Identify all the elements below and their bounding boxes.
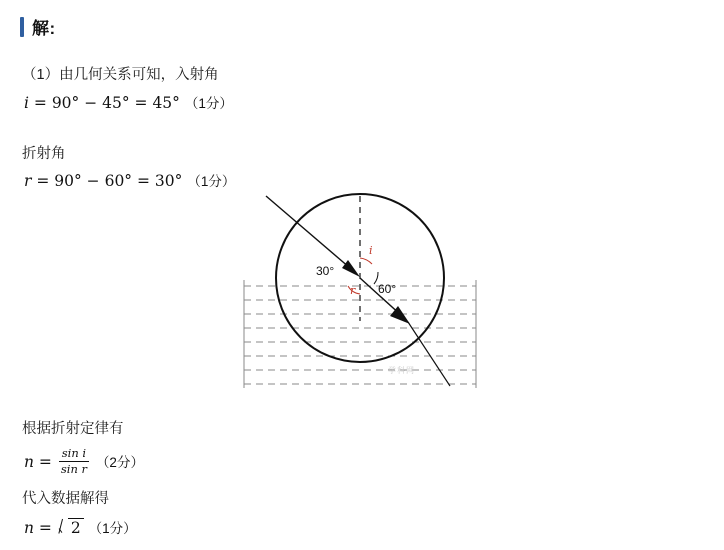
- solution-title: 解:: [32, 19, 56, 38]
- svg-text:r: r: [350, 284, 356, 297]
- step2-score: （1分）: [187, 174, 236, 189]
- accent-bar: [20, 17, 24, 37]
- refraction-angle-label: 折射角: [22, 146, 66, 162]
- step1-equation-lhs: i: [24, 94, 29, 112]
- step2-equation-lhs: r: [24, 172, 32, 190]
- step1-equation: [24, 92, 233, 112]
- result-score: （1分）: [88, 521, 137, 536]
- watermark: 学科网: [388, 366, 415, 375]
- svg-text:i: i: [369, 244, 373, 257]
- svg-text:60°: 60°: [378, 282, 397, 296]
- sin-ratio-fraction: [59, 447, 89, 476]
- step1-score: （1分）: [184, 96, 233, 111]
- substitute-label: 代入数据解得: [22, 491, 109, 507]
- refraction-law-label: 根据折射定律有: [22, 421, 124, 437]
- step2-equation-rhs: = 90° − 60° = 30°: [36, 172, 183, 190]
- result-equals: =: [38, 519, 52, 537]
- result-lhs: n: [24, 519, 34, 537]
- result-equation: [24, 517, 137, 537]
- step1-equation-rhs: = 90° − 45° = 45°: [33, 94, 180, 112]
- step1-text: （1）由几何关系可知，入射角: [22, 67, 219, 83]
- refraction-diagram: [238, 176, 482, 398]
- refraction-law-equation: [24, 447, 144, 476]
- square-root: [57, 518, 84, 537]
- svg-text:30°: 30°: [316, 264, 335, 278]
- solution-heading: [20, 14, 56, 39]
- fraction-numerator: sin i: [59, 447, 89, 462]
- law-equation-equals: =: [38, 452, 52, 471]
- step2-equation: [24, 170, 235, 190]
- law-score: （2分）: [95, 454, 144, 470]
- fraction-denominator: sin r: [60, 462, 87, 477]
- law-equation-lhs: n: [24, 452, 34, 471]
- radicand: 2: [68, 518, 84, 537]
